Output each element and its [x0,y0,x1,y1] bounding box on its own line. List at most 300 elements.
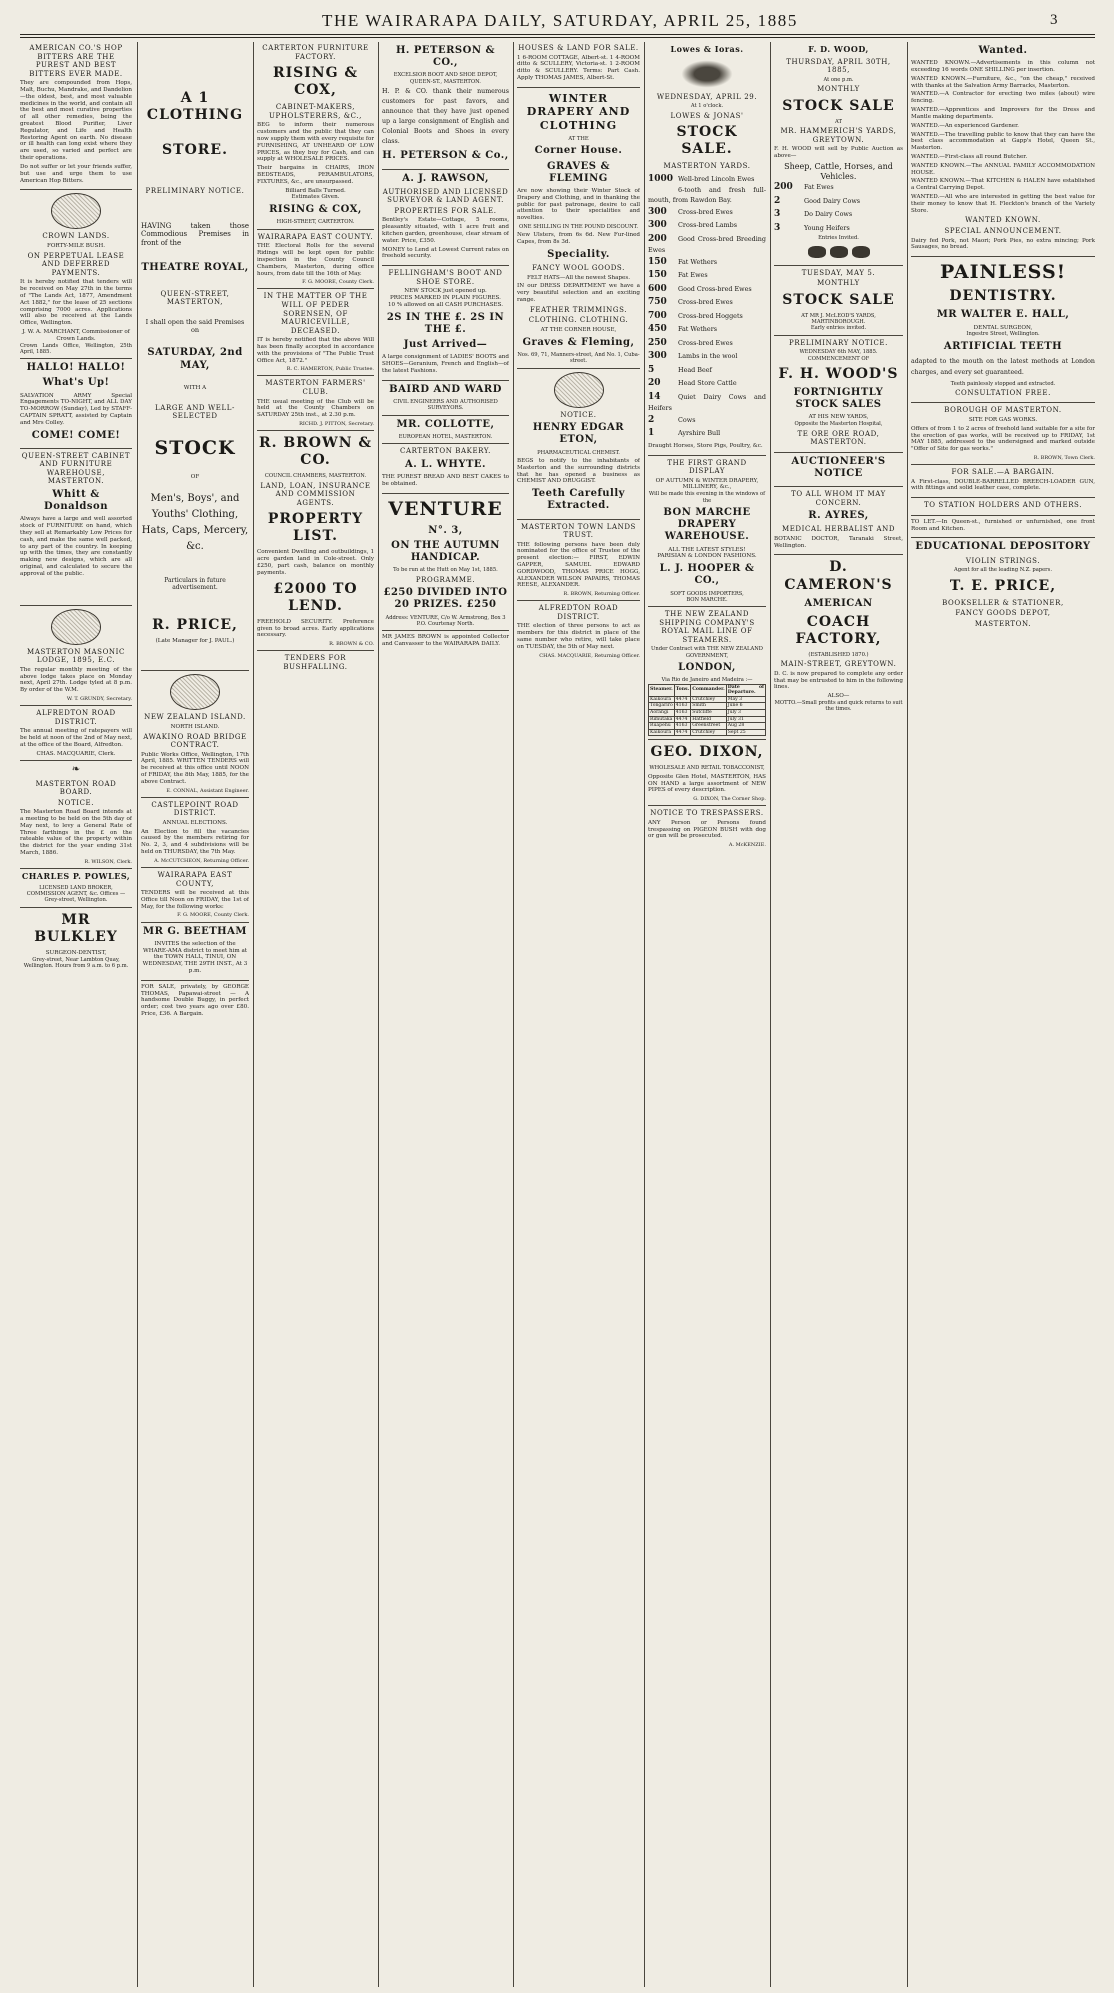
tuesday-may: TUESDAY, MAY 5. [801,268,876,277]
stock-desc: Cross-bred Ewes [678,338,733,347]
rising-cox-ad [257,44,374,230]
shipping-table-head [649,684,766,696]
eton-pharm: PHARMACEUTICAL CHEMIST. [537,449,620,456]
stock-count: 300 [648,351,667,362]
peterson-ad [382,45,509,170]
artificial-teeth: ARTIFICIAL TEETH [943,340,1063,352]
graves-body: Are now showing their Winter Stock of Drapery and Clothing, and in thanking the public for past patronage, desire to call attention to their specialities and novelties. [517,187,640,222]
wood-at1: At one p.m. [823,76,854,83]
will-ad [257,292,374,376]
masonic-emblem-icon [51,609,101,645]
castlepoint-ad [141,801,249,868]
fort-prelim: PRELIMINARY NOTICE. [789,338,888,347]
road-board-notice: NOTICE. [57,798,95,807]
shipping-table [648,684,766,737]
table-cell: 4474 [674,696,690,703]
queen-street: QUEEN-STREET, MASTERTON, [160,289,230,307]
stock-count: 3 [774,209,781,220]
wanted-column [911,45,1095,257]
will-be-made: Will be made this evening in the windows of the [648,491,766,504]
column-7 [774,42,903,1987]
hooper-name: L. J. HOOPER & CO., [659,563,755,587]
graves2-name: Graves & Fleming, [522,336,635,348]
violin-strings: VIOLIN STRINGS. [965,556,1041,565]
awakino-title: AWAKINO ROAD BRIDGE CONTRACT. [143,732,247,750]
autumn-handicap: ON THE AUTUMN HANDICAP. [391,539,500,564]
baird-ward-ad [382,384,509,416]
shipping-col-header: Tons. [674,684,690,696]
baird-sub: CIVIL ENGINEERS AND AUTHORISED SURVEYORS. [393,398,498,412]
ornament-icon: ❧ [71,764,81,776]
whitt-donaldson-ad [20,452,132,606]
stock-desc: Lambs in the wool [678,352,738,361]
fort-te-ore: TE ORE ORE ROAD, MASTERTON. [797,429,880,447]
collotte-sub: EUROPEAN HOTEL, MASTERTON. [398,433,493,440]
parisian: PARISIAN & LONDON FASHIONS. [657,553,757,560]
column-divider [137,42,138,1987]
stock-item [648,427,766,441]
brown-land: LAND, LOAN, INSURANCE AND COMMISSION AGENTS. [260,481,371,507]
whitt-donaldson-body: Always have a large and well assorted stock of FURNITURE on hand, which they sell at Remarkably Low Prices for cash, and make the same well packed, to any part of the country. In keeping up with the times, they are constantly making new designs, which are all original, and calculated to secure the approval of the public. [20,516,132,577]
venture-no: N°. 3, [428,524,463,536]
cameron-coach: COACH FACTORY, [795,613,882,647]
winter-title: WINTER DRAPERY AND CLOTHING [526,91,631,132]
moore2-signature: F. G. MOORE, County Clerk. [302,279,374,286]
venture-ad [382,498,509,632]
lowes-yards: MASTERTON YARDS. [663,162,751,171]
stock-desc: Good Cross-bred Breeding Ewes [648,234,766,255]
auctioneer-title: AUCTIONEER'S NOTICE [791,455,886,479]
graves2-address: Nos. 69, 71, Manners-street, And No. 1, Cuba-street. [517,351,640,365]
first-grand: THE FIRST GRAND DISPLAY [667,458,747,476]
table-cell: Kaikoura [649,696,675,703]
masonic-title: MASTERTON MASONIC LODGE, 1895, E.C. [27,647,125,665]
at-the: AT THE [568,136,589,142]
shipping-col-header: Steamer. [649,684,675,696]
stock-count: 20 [648,378,661,389]
bulkley-ad [20,912,132,973]
open-premises: I shall open the said Premises on [145,317,245,334]
perpetual-lease-body: It is hereby notified that tenders will be received on May 27th in the terms of "The Lands Act, 1877, Amendment Act 1882," for the lease of 25 sections comprising 7000 acres. Applications will also be received at the Lands Office, Wellington. [20,279,132,327]
dairy-body: Dairy fed Pork, not Maori; Pork Pies, no extra mincing; Pork Sausages, no bread. [911,237,1095,251]
price-name: R. PRICE, [152,617,238,634]
column-1 [20,42,132,1987]
hall-name: MR WALTER E. HALL, [936,309,1070,321]
farmers-club-ad [257,379,374,431]
lowes-stock-list [648,173,766,441]
latest-styles: ALL THE LATEST STYLES! [668,546,746,553]
stock-count: 2 [774,195,781,206]
baird-title: BAIRD AND WARD [389,383,502,395]
bread-body: THE PUREST BREAD AND BEST CAKES to be obtained. [382,473,509,487]
dental-surgeon: DENTAL SURGEON, [973,324,1033,331]
fort-wed: WEDNESDAY 6th MAY, 1885. [799,349,878,356]
wairarapa-county-ad [141,871,249,923]
north-island: NORTH ISLAND. [170,723,220,730]
agent-papers: Agent for all the leading N.Z. papers. [954,567,1052,574]
stock-count: 1000 [648,173,674,184]
stock-title: STOCK [154,436,236,459]
bushfalling-title: TENDERS FOR BUSHFALLING. [283,654,348,671]
stock-desc: Fat Wethers [678,325,718,334]
table-cell: Crutchley [691,729,727,736]
table-cell: Aorangi [649,709,675,716]
let-body: TO LET.—In Queen-st., furnished or unfurnished, one front Room and Kitchen. [911,518,1095,532]
table-cell: Hatfield [691,716,727,723]
teeth-extracted: Teeth Carefully Extracted. [532,488,625,512]
nz-crest-icon [170,674,220,710]
houses-title: HOUSES & LAND FOR SALE. [518,44,639,52]
feather: FEATHER TRIMMINGS. [529,305,628,314]
table-cell: July 3 [726,709,765,716]
forty-mile-subtitle: FORTY-MILE BUSH. [46,242,106,249]
peterson-title: H. PETERSON & CO., [395,45,495,69]
a1-clothing-title: A 1 CLOTHING [146,90,244,124]
via: Via Rio de Janeiro and Madeira :— [661,677,753,684]
buggy-sale-body: FOR SALE, privately, by GEORGE THOMAS, Papawai-street — A handsome Double Buggy, in perfect order; cost two years ago over £80. Price, £36. A Bargain. [141,983,249,1018]
town-trust-body: THE following persons have been duly nominated for the office of Trustee of the present election:— FIRST, EDWIN GAPPER, SAMUEL EDWARD GORDWOOD, THOMAS PRICE HOGG, ALEXANDER WILSON PAPAIRS, THOMAS REESE, ALEXANDER. [517,541,640,589]
speciality: Speciality. [547,248,610,260]
table-cell: 4474 [674,729,690,736]
stock-desc: Quiet Dairy Cows and Heifers [648,392,766,413]
beetham-ad [141,926,249,981]
sheep-icon [830,246,848,258]
stock-item [648,364,766,378]
awakino-body: Public Works Office, Wellington, 17th April, 1885. WRITTEN TENDERS will be received at this office until NOON of FRIDAY, the 8th May, 1885, for the above Contract. [141,751,249,785]
cameron-american: AMERICAN [804,597,873,609]
lowes-jonas: LOWES & JONAS' [670,111,744,120]
beetham-body: INVITES the selection of the WHARE-AMA district to meet him at the TOWN HALL, TINUI, ON WEDNESDAY, THE 29TH INST., At 3 p.m. [142,940,248,975]
james-brown-ad [382,634,509,653]
prices-marked: PRICES MARKED IN PLAIN FIGURES. [390,295,501,302]
stock-item [774,222,903,236]
lowes-jonas-ad [648,45,766,456]
shipping-title: THE NEW ZEALAND SHIPPING COMPANY'S ROYAL MAIL LINE OF STEAMERS. [659,610,755,644]
stock-count: 150 [648,256,667,267]
trespass-body: ANY Person or Persons found trespassing on PIGEON BUSH with dog or gun will be prosecuted. [648,819,766,840]
peterson-sub: EXCELSIOR BOOT AND SHOE DEPOT, QUEEN-ST., MASTERTON. [393,72,498,85]
alf-road-body: THE election of three persons to act as members for this district in place of the same number who retire, will take place on TUESDAY, the 5th of May next. [517,623,640,650]
bushfalling-ad [257,654,374,676]
brown2-signature: R. BROWN & CO. [329,641,374,648]
town-trust-title: MASTERTON TOWN LANDS TRUST. [521,522,636,540]
stock-item [648,186,766,205]
stock-count: 3 [774,222,781,233]
ram-head-icon [677,58,737,90]
castlepoint-title: CASTLEPOINT ROAD DISTRICT. [151,800,239,818]
ayres-name: R. AYRES, [808,510,869,522]
fellingham-title: FELLINGHAM'S BOOT AND SHOE STORE. [388,269,503,286]
brown-title: R. BROWN & CO. [258,435,373,469]
stock-count: 300 [648,220,667,231]
column-6 [648,42,766,1987]
column-4 [382,42,509,1987]
stock-item [648,377,766,391]
theatre-royal: THEATRE ROYAL, [141,262,249,274]
table-cell: June 6 [726,703,765,710]
cow-icon [852,246,870,258]
wcounty-title: WAIRARAPA EAST COUNTY, [157,870,233,888]
a1-clothing-ad [141,42,249,671]
of-label: OF [190,473,200,480]
martin-monthly: MONTHLY [817,279,860,288]
buggy-sale-ad [141,984,249,1023]
column-divider [513,42,514,1987]
station-holders-ad [911,501,1095,516]
hop-bitters-ad [20,44,132,190]
venture-address: Address: VENTURE, C/o W. Armstrong, Box 3 P.O. Courtenay North. [385,614,506,627]
moore-signature: F. G. MOORE, County Clerk. [177,912,249,919]
billiard-balls: Billiard Balls Turned. [285,187,346,194]
stock-count: 450 [648,324,667,335]
table-cell: 4163 [674,723,690,730]
table-cell: Aug 28 [726,723,765,730]
masonic-body: The regular monthly meeting of the above lodge takes place on Monday next, April 27th. Lodge tyled at 8 p.m. By order of the W.M. [20,666,132,694]
bargain-title: FOR SALE.—A BARGAIN. [951,468,1055,477]
stock-item [648,269,766,283]
queen-st-warehouse: QUEEN-STREET CABINET AND FURNITURE WAREHOUSE, MASTERTON. [21,451,131,486]
stock-item [648,350,766,364]
fancy-wool: FANCY WOOL GOODS. [532,264,625,273]
road-board-title: MASTERTON ROAD BOARD. [35,779,117,797]
bon-marche: BON MARCHE DRAPERY WAREHOUSE. [663,506,751,543]
stock-count: 200 [648,233,667,244]
wanted-1: WANTED KNOWN.—Advertisements in this column not exceeding 16 words ONE SHILLING per insertion. [911,60,1095,73]
column-divider [253,42,254,1987]
mckenzie-signature: A. McKENZIE. [728,842,766,849]
column-8 [911,42,1095,1987]
cameron-motto: MOTTO.—Small profits and quick returns to suit the times. [774,700,903,713]
stock-desc: Well-bred Lincoln Ewes [678,174,755,183]
estimates: Estimates Given. [291,194,340,201]
table-cell: July 31 [726,716,765,723]
eton-notice: NOTICE. [560,410,597,419]
shipping-col-header: Commander. [691,684,727,696]
prize-heading: £250 DIVIDED INTO 20 PRIZES. £250 [383,587,508,611]
property-list: PROPERTY LIST. [267,511,364,545]
east-body: THE Electoral Rolls for the several Ridings will be kept open for public inspection in the County Council Chambers, Masterton, during office hours, from date till the 16th of May. [257,243,374,277]
gun-body: A First-class, DOUBLE-BARRELLED BREECH-LOADER GUN, with fittings and solid leather case, complete. [911,478,1095,492]
graves-name: GRAVES & FLEMING [547,160,610,184]
dixon-sub: WHOLESALE AND RETAIL TOBACCONIST, [649,765,765,772]
stock-desc: Cross-bred Ewes [678,298,733,307]
alfredton-ad [20,709,132,761]
farmers-body: THE usual meeting of the Club will be held at the County Chambers on SATURDAY 25th inst., at 2.30 p.m. [257,398,374,419]
salvation-body: SALVATION ARMY Special Engagements TO-NIGHT, and ALL DAY TO-MORROW (Sunday), Led by STAFF-CAPTAIN SPRATT, assisted by Captain and Mrs Colley. [20,392,132,426]
peterson-body: H. P. & CO. thank their numerous customers for past favors, and announce that they have just opened up a large consignment of English and Colonial Boots and Shoes in every class. [382,88,509,146]
wanted-11: WANTED KNOWN. [965,216,1041,225]
eton-body: BEGS to notify to the inhabitants of Masterton and the surrounding districts that he has opened a business as CHEMIST AND DRUGGIST. [517,457,640,485]
rising-cox-body: BEG to inform their numerous customers and the public that they can now supply them with every requisite for FURNISHING, AT UNHEARD OF LOW PRICES, as they buy for Cash, and can supply at WHOLESALE PRICES. [257,122,374,163]
pitton-signature: RICHD. J. PITTON, Secretary. [299,420,374,427]
peterson-footer: H. PETERSON & Co., [382,150,509,162]
to-let-ad [911,519,1095,539]
stock-count: 750 [648,297,667,308]
hamerton-signature: R. C. HAMERTON, Public Trustee. [286,366,374,373]
late-manager: (Late Manager for J. PAUL.) [155,638,235,645]
stock-desc: Head Beef [678,365,712,374]
stock-count: 5 [648,364,655,375]
fort-sales: FORTNIGHTLY STOCK SALES [793,387,884,411]
marchant-date: Crown Lands Office, Wellington, 25th April, 1885. [20,342,132,355]
dentistry: DENTISTRY. [949,288,1057,305]
cash-discount: 10 % allowed on all CASH PURCHASES. [387,301,504,308]
salvation-army-ad [20,362,132,449]
r-brown-ad [257,435,374,651]
freehold-body: FREEHOLD SECURITY. Preference given to broad acres. Early applications necessary. [257,618,374,639]
trespass-ad [648,809,766,851]
hallo-heading: HALLO! HALLO! [26,362,126,374]
wood-yards: MR. HAMMERICH'S YARDS, GREYTOWN. [780,127,897,144]
perpetual-lease-title: ON PERPETUAL LEASE AND DEFERRED PAYMENTS. [27,251,125,277]
horse-icon [808,246,826,258]
te-price-name: T. E. PRICE, [949,577,1057,594]
stock-desc: Fat Ewes [678,271,708,280]
teeth-stopped: Teeth painlessly stopped and extracted. [950,380,1056,387]
wood-stock-sale: STOCK SALE [782,97,895,114]
table-cell: Greenstreet [691,723,727,730]
station-title: TO STATION HOLDERS AND OTHERS. [923,501,1083,510]
shipping-col-header: Date of Departure. [727,684,764,696]
stock-item [648,414,766,428]
clothing: CLOTHING. CLOTHING. [528,316,629,325]
cameron-body: D. C. is now prepared to complete any order that may be entrusted to him in the following lines. [774,670,903,691]
table-cell: Sutcliffe [691,709,727,716]
alf-road-ad [517,604,640,661]
concerned: TO ALL WHOM IT MAY CONCERN. [791,490,886,507]
cameron-also: ALSO— [827,693,850,700]
stock-desc: Cows [678,415,696,424]
wilson-signature: R. WILSON, Clerk. [84,858,132,865]
bulkley-sub: SURGEON-DENTIST, [45,949,107,956]
corner-house-2: AT THE CORNER HOUSE, [540,326,617,333]
nz-island: NEW ZEALAND ISLAND. [144,713,246,722]
just-arrived: Just Arrived— [403,339,488,351]
programme-title: PROGRAMME. [415,575,476,584]
painless: PAINLESS! [939,261,1067,284]
wanted-10: WANTED.—All who are interested in getting the best value for their money to know that H. Fleckton's branch of the Variety Store. [911,194,1095,214]
crown-lands-title: CROWN LANDS. [42,232,110,241]
new-stock: NEW STOCK just opened up. [404,288,487,295]
stock-desc: Cross-bred Ewes [678,207,733,216]
whyte-name: A. L. WHYTE. [404,458,487,470]
brown-sub: COUNCIL CHAMBERS, MASTERTON. [264,473,367,480]
table-row [649,716,766,723]
auctioneer-notice-ad [774,456,903,487]
column-3 [257,42,374,1987]
hop-bitters-note: Do not suffer or let your friends suffer, but use and urge them to use American Hop Bitters. [20,163,132,184]
wanted-8: WANTED KNOWN.—The ANNUAL FAMILY ACCOMMODATION HOUSE. [911,162,1095,176]
whats-up-heading: What's Up! [42,377,110,389]
column-divider [378,42,379,1987]
east-county-ad [257,233,374,290]
cameron-est: (ESTABLISHED 1870.) [808,651,869,658]
artificial-body: adapted to the mouth on the latest methods at London charges, and every set guaranteed. [911,357,1095,377]
table-cell: 4163 [674,709,690,716]
gas-body: Offers of from 1 to 2 acres of freehold land suitable for a site for the erection of gas works, will be received up to FRIDAY, 1st MAY 1885, addressed to the undersigned and marked outside "Offer of Site for gas works." [911,425,1095,453]
stock-desc: 6-tooth and fresh full-mouth, from Rawdon Bay. [648,186,766,204]
wanted-5: WANTED.—An experienced Gardener. [911,122,1019,129]
table-cell: Ruapehu [649,723,675,730]
prelim-notice: PRELIMINARY NOTICE. [145,187,245,196]
martin-yards: AT MR J. McLEOD'S YARDS, MARTINBOROUGH. [801,312,876,326]
stock-item [648,219,766,233]
dixon-ad [648,744,766,806]
wood-at: AT [835,118,842,125]
ayres-ad [774,490,903,555]
bookseller: BOOKSELLER & STATIONER, [942,598,1064,607]
fellingham-ad [382,269,509,381]
stock-item [648,323,766,337]
wanted-header: Wanted. [978,45,1028,56]
east-title: WAIRARAPA EAST COUNTY. [257,232,374,241]
table-row [649,729,766,736]
town-trust-ad [517,523,640,602]
eton-ad [517,372,640,520]
shipping-ad [648,610,766,740]
lowes-at1: At 1 o'clock. [690,103,724,110]
new-ulsters: New Ulsters, from 6s 6d. New Fur-lined Capes, from 8s 3d. [517,232,640,246]
herbalist: MEDICAL HERBALIST AND [781,525,896,534]
stock-desc: Good Cross-bred Ewes [678,284,752,293]
bakery-title: CARTERTON BAKERY. [400,447,491,456]
masterton-footer: MASTERTON. [974,619,1032,628]
wanted-9: WANTED KNOWN.—That KITCHEN & HALEN have established a Central Carrying Depot. [911,178,1095,192]
hall-dentist-ad [911,261,1095,403]
rising-cox-title: RISING & COX, [272,65,359,99]
road-board-ad [20,764,132,869]
table-cell: 4163 [674,703,690,710]
depository-title: EDUCATIONAL DEPOSITORY [915,541,1091,553]
powles-sub: LICENSED LAND BROKER, COMMISSION AGENT, &c. Offices — Grey-street, Wellington. [26,884,126,904]
awakino-ad [141,674,249,798]
martin-stock-sale: STOCK SALE [782,291,895,308]
houses-land-ad [517,44,640,88]
wood-header: F. D. WOOD, [808,44,869,54]
table-cell: Smith [691,703,727,710]
particulars: Particulars in future advertisement. [164,576,226,591]
stock-desc: Young Heifers [804,223,850,232]
autumn-drapery: OF AUTUMN & WINTER DRAPERY, MILLINERY, &c., [655,477,759,491]
james-body: MR JAMES BROWN is appointed Collector and Canvasser to the WAIRARAPA DAILY. [382,634,509,648]
stock-item [648,283,766,297]
stock-desc: Cross-bred Hoggets [678,311,743,320]
stock-count: 14 [648,391,661,402]
gun-sale-ad [911,468,1095,498]
lend-heading: £2000 TO LEND. [273,580,358,614]
cameron-ad [774,559,903,715]
stock-item [648,310,766,324]
wanted-6: WANTED.—The travelling public to know that they can have the best class accommodation at Gapp's Hotel, Queen St., Masterton. [911,131,1095,152]
lowes-wed: WEDNESDAY, APRIL 29. [656,92,758,101]
annual-body: An Election to fill the vacancies caused by the members retiring for No. 2, 3, and 4 subdivisions will be held on THURSDAY, the 7th May. [141,828,249,856]
macquarie2-signature: CHAS. MACQUARIE, Returning Officer. [539,652,640,659]
wood-greytown-ad [774,45,903,266]
column-2 [141,42,249,1987]
stock-desc: Ayrshire Bull [678,429,721,438]
stock-item [648,337,766,351]
stock-count: 150 [648,270,667,281]
bakery-ad [382,447,509,493]
cameron-name: D. CAMERON'S [784,559,893,593]
collotte-name: MR. COLLOTTE, [396,418,495,430]
stock-desc: Do Dairy Cows [804,210,853,219]
table-cell: Sept 25 [726,729,765,736]
masonic-lodge-ad [20,609,132,706]
stock-count: 250 [648,337,667,348]
one-shilling: ONE SHILLING IN THE POUND DISCOUNT. [519,223,638,230]
large-selected: LARGE AND WELL-SELECTED [155,403,235,421]
